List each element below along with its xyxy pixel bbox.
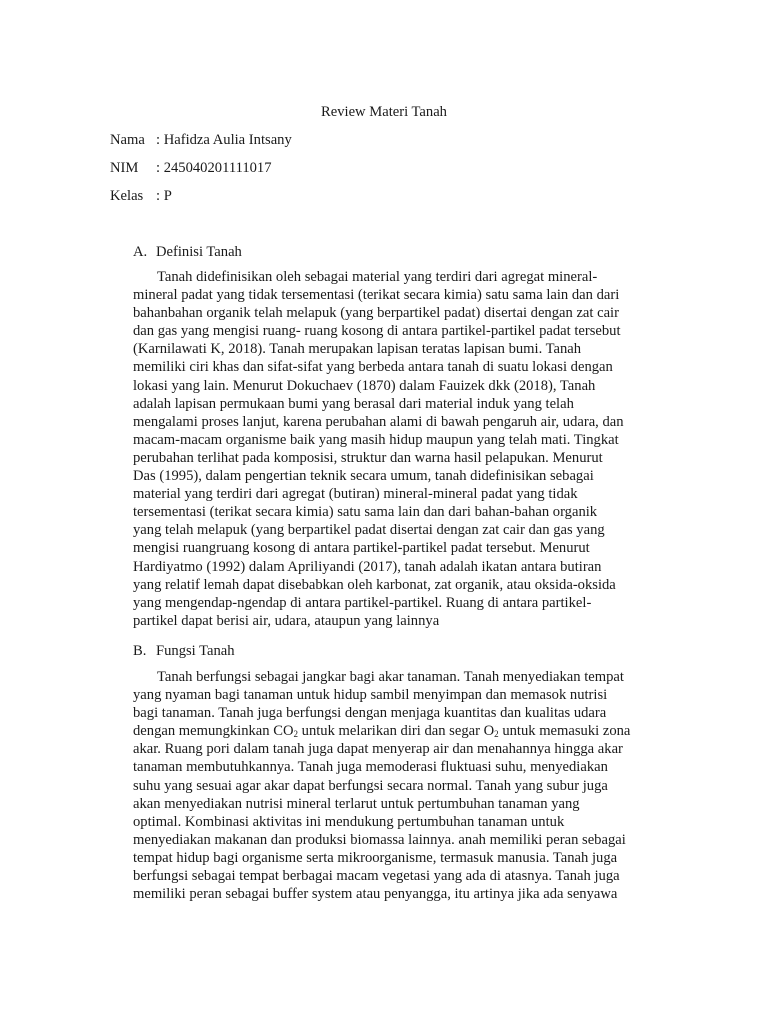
paragraph-line: bahanbahan organik telah melapuk (yang berpartikel padat) disertai dengan zat cair — [133, 305, 619, 322]
paragraph-line: dan gas yang mengisi ruang- ruang kosong di antara partikel-partikel padat tersebut — [133, 323, 621, 340]
text-run: dengan memungkinkan CO — [133, 723, 294, 740]
section-title: Definisi Tanah — [156, 244, 242, 260]
paragraph-line: tersementasi (terikat secara kimia) satu sama lain dan dari bahan-bahan organik — [133, 504, 598, 521]
paragraph-line: tanaman membutuhkannya. Tanah juga memoderasi fluktuasi suhu, menyediakan — [133, 759, 608, 776]
paragraph-line: mengisi ruangruang kosong di antara partikel-partikel padat tersebut. Menurut — [133, 540, 590, 557]
paragraph-line: akar. Ruang pori dalam tanah juga dapat menyerap air dan menahannya hingga akar — [133, 741, 623, 758]
paragraph-line: mengalami proses lanjut, karena perubahan alami di bawah pengaruh air, udara, dan — [133, 413, 624, 430]
paragraph-line: partikel dapat berisi air, udara, ataupun yang lainnya — [133, 612, 440, 629]
meta-kelas — [110, 186, 172, 206]
paragraph-line: berfungsi sebagai tempat berbagai macam vegetasi yang ada di atasnya. Tanah juga — [133, 868, 620, 885]
paragraph-line: perubahan terlihat pada komposisi, struktur dan warna hasil pelapukan. Menurut — [133, 449, 603, 466]
meta-value: : Hafidza Aulia Intsany — [156, 132, 292, 148]
paragraph-line: memiliki peran sebagai buffer system atau penyangga, itu artinya jika ada senyawa — [133, 886, 618, 903]
meta-label: NIM — [110, 160, 139, 176]
meta-nama — [110, 130, 292, 150]
paragraph-line: yang nyaman bagi tanaman untuk hidup sambil menyimpan dan memasok nutrisi — [133, 687, 608, 704]
meta-value: : P — [156, 188, 172, 204]
paragraph-line-co2 — [133, 722, 633, 740]
paragraph-line: Das (1995), dalam pengertian teknik secara umum, tanah didefinisikan sebagai — [133, 468, 594, 485]
section-heading-definisi — [133, 242, 242, 262]
paragraph-line: material yang terdiri dari agregat (butiran) mineral-mineral padat yang tidak — [133, 486, 578, 503]
subscript: 2 — [494, 729, 499, 740]
document-title: Review Materi Tanah — [321, 104, 447, 120]
section-title: Fungsi Tanah — [156, 643, 235, 659]
paragraph-line: tempat hidup bagi organisme serta mikroorganisme, termasuk manusia. Tanah juga — [133, 849, 618, 866]
meta-nim — [110, 158, 272, 178]
paragraph-line: bagi tanaman. Tanah juga berfungsi dengan menjaga kuantitas dan kualitas udara — [133, 705, 607, 722]
paragraph-line: lokasi yang lain. Menurut Dokuchaev (1870) dalam Fauizek dkk (2018), Tanah — [133, 377, 596, 394]
paragraph-line: Tanah didefinisikan oleh sebagai material yang terdiri dari agregat mineral- — [157, 269, 598, 285]
text-run: untuk memasuki zona — [498, 723, 631, 740]
paragraph-line: yang telah melapuk (yang berpartikel padat disertai dengan zat cair dan gas yang — [133, 522, 605, 539]
paragraph-fungsi — [133, 668, 633, 903]
paragraph-line: Tanah berfungsi sebagai jangkar bagi akar tanaman. Tanah menyediakan tempat — [157, 669, 624, 685]
text-run: untuk melarikan diri dan segar O — [298, 723, 495, 740]
paragraph-line: macam-macam organisme baik yang masih hidup maupun yang telah mati. Tingkat — [133, 431, 619, 448]
meta-label: Kelas — [110, 188, 144, 204]
meta-label: Nama — [110, 132, 145, 148]
subscript: 2 — [293, 729, 299, 740]
paragraph-line: Hardiyatmo (1992) dalam Apriliyandi (2017), tanah adalah ikatan antara butiran — [133, 558, 602, 575]
paragraph-line: mineral padat yang tidak tersementasi (terikat secara kimia) satu sama lain dan dari — [133, 287, 620, 304]
section-heading-fungsi — [133, 641, 235, 661]
paragraph-line: (Karnilawati K, 2018). Tanah merupakan lapisan teratas lapisan bumi. Tanah — [133, 341, 582, 358]
paragraph-line: suhu yang sesuai agar akar dapat berfungsi secara normal. Tanah yang subur juga — [133, 777, 608, 794]
paragraph-line: adalah lapisan permukaan bumi yang berasal dari material induk yang telah — [133, 395, 574, 412]
paragraph-line: akan menyediakan nutrisi mineral terlarut untuk pertumbuhan tanaman yang — [133, 795, 580, 812]
paragraph-line: yang relatif lemah dapat disebabkan oleh karbonat, zat organik, atau oksida-oksida — [133, 576, 616, 593]
paragraph-line: optimal. Kombinasi aktivitas ini mendukung pertumbuhan tanaman untuk — [133, 813, 565, 830]
paragraph-line: menyediakan makanan dan produksi biomassa lainnya. anah memiliki peran sebagai — [133, 831, 626, 848]
section-number: A. — [133, 244, 148, 260]
paragraph-definisi — [133, 268, 633, 630]
section-number: B. — [133, 643, 147, 659]
meta-value: : 245040201111017 — [156, 160, 272, 176]
paragraph-line: yang mengendap-ngendap di antara partikel-partikel. Ruang di antara partikel- — [133, 594, 592, 611]
paragraph-line: memiliki ciri khas dan sifat-sifat yang berbeda antara tanah di suatu lokasi dengan — [133, 359, 613, 376]
